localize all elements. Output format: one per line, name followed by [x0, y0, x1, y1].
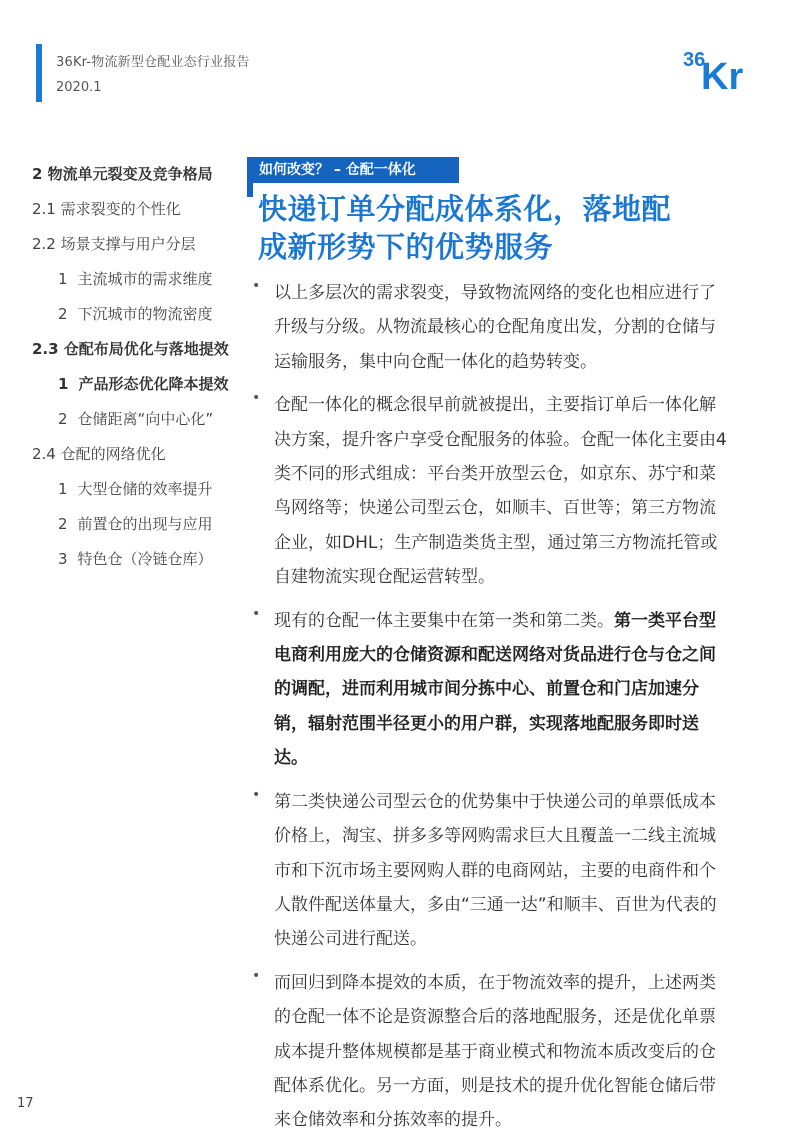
toc-item-label: 大型仓储的效率提升: [77, 480, 213, 498]
bullet-segment: 现有的仓配一体主要集中在第一类和第二类。: [274, 610, 614, 631]
bullet-text: [274, 966, 730, 1138]
toc-item-number: 2: [58, 305, 68, 323]
bullet-item: [252, 785, 730, 957]
toc-item-label: 2.1 需求裂变的个性化: [32, 200, 181, 218]
section-tag: 如何改变？ – 仓配一体化: [247, 157, 459, 183]
headline-line-2: 成新形势下的优势服务: [258, 230, 554, 264]
bullet-segment: 以上多层次的需求裂变，导致物流网络的变化也相应进行了升级与分级。从物流最核心的仓配角度出发，分割的仓储与运输服务，集中向仓配一体化的趋势转变。: [274, 283, 716, 372]
toc-item-number: 2: [58, 410, 68, 428]
toc-item-label: 仓储距离“向中心化”: [77, 410, 214, 428]
bullet-text: [274, 276, 730, 379]
bullet-segment: 而回归到降本提效的本质，在于物流效率的提升，上述两类的仓配一体不论是资源整合后的落地配服务，还是优化单票成本提升整体规模都是基于商业模式和物流本质改变后的仓配体系优化。另一方面，则是技术的提升优化智能仓储后带来仓储效率和分拣效率的提升。: [274, 972, 716, 1131]
toc-item[interactable]: [32, 265, 247, 300]
toc-item-label: 主流城市的需求维度: [77, 270, 213, 288]
toc-item[interactable]: [32, 335, 247, 370]
bullet-item: [252, 604, 730, 776]
toc-item-label: 产品形态优化降本提效: [78, 375, 229, 393]
toc-item[interactable]: [32, 475, 247, 510]
bullet-dot-icon: •: [252, 278, 261, 294]
logo-36: 36: [683, 49, 706, 71]
headline-line-1: 快递订单分配成体系化，落地配: [258, 192, 672, 226]
bullet-item: [252, 966, 730, 1138]
section-tag-corner: [247, 183, 253, 197]
bullet-text: [274, 785, 730, 957]
toc-item-label: 2.2 场景支撑与用户分层: [32, 235, 196, 253]
toc-item-number: 2: [58, 515, 68, 533]
36kr-logo: [683, 42, 763, 92]
bullet-item: [252, 276, 730, 379]
toc-item-label: 特色仓（冷链仓库）: [77, 550, 213, 568]
bullet-dot-icon: •: [252, 786, 261, 803]
toc-item[interactable]: [32, 440, 247, 475]
bullet-list: [252, 276, 730, 1147]
page-headline: [258, 190, 738, 266]
toc-item-label: 2.4 仓配的网络优化: [32, 445, 166, 463]
toc-item-number: 3: [58, 550, 68, 568]
toc-item-number: 1: [58, 480, 68, 498]
toc-item-number: 1: [58, 270, 68, 288]
toc-item[interactable]: [32, 510, 247, 545]
bullet-segment: 第二类快递公司型云仓的优势集中于快递公司的单票低成本价格上，淘宝、拼多多等网购需求巨大且覆盖一二线主流城市和下沉市场主要网购人群的电商网站，主要的电商件和个人散件配送体量大，多由“三通一达”和顺丰、百世为代表的快递公司进行配送。: [274, 791, 717, 950]
toc-item[interactable]: [32, 160, 247, 195]
toc-item-label: 前置仓的出现与应用: [77, 515, 213, 533]
report-title: 36Kr-物流新型仓配业态行业报告: [56, 55, 250, 70]
toc-item-label: 2.3 仓配布局优化与落地提效: [32, 340, 229, 358]
toc-item-label: 2 物流单元裂变及竞争格局: [32, 165, 213, 183]
logo-kr: Kr: [701, 56, 744, 92]
toc-item-label: 下沉城市的物流密度: [77, 305, 213, 323]
toc-item[interactable]: [32, 230, 247, 265]
toc-item[interactable]: [32, 370, 247, 405]
bullet-dot-icon: •: [252, 605, 261, 622]
toc-item[interactable]: [32, 195, 247, 230]
bullet-text: [274, 604, 730, 776]
bullet-dot-icon: •: [252, 967, 261, 984]
bullet-emphasis: 第一类平台型电商利用庞大的仓储资源和配送网络对货品进行仓与仓之间的调配，进而利用城市间分拣中心、前置仓和门店加速分销，辐射范围半径更小的用户群，实现落地配服务即时送达。: [274, 610, 716, 769]
toc-item-number: 1: [58, 375, 69, 393]
header-accent-bar: [36, 44, 42, 102]
bullet-segment: 仓配一体化的概念很早前就被提出，主要指订单后一体化解决方案，提升客户享受仓配服务的体验。仓配一体化主要由4类不同的形式组成：平台类开放型云仓，如京东、苏宁和菜鸟网络等；快递公司型云仓，如顺丰、百世等；第三方物流企业，如DHL；生产制造类货主型，通过第三方物流托管或自建物流实现仓配运营转型。: [274, 395, 727, 588]
table-of-contents: [32, 160, 247, 580]
bullet-text: [274, 388, 730, 594]
toc-item[interactable]: [32, 300, 247, 335]
bullet-item: [252, 388, 730, 594]
report-date: 2020.1: [56, 80, 102, 95]
toc-item[interactable]: [32, 405, 247, 440]
toc-item[interactable]: [32, 545, 247, 580]
page-number: 17: [17, 1096, 34, 1111]
bullet-dot-icon: •: [252, 390, 261, 407]
